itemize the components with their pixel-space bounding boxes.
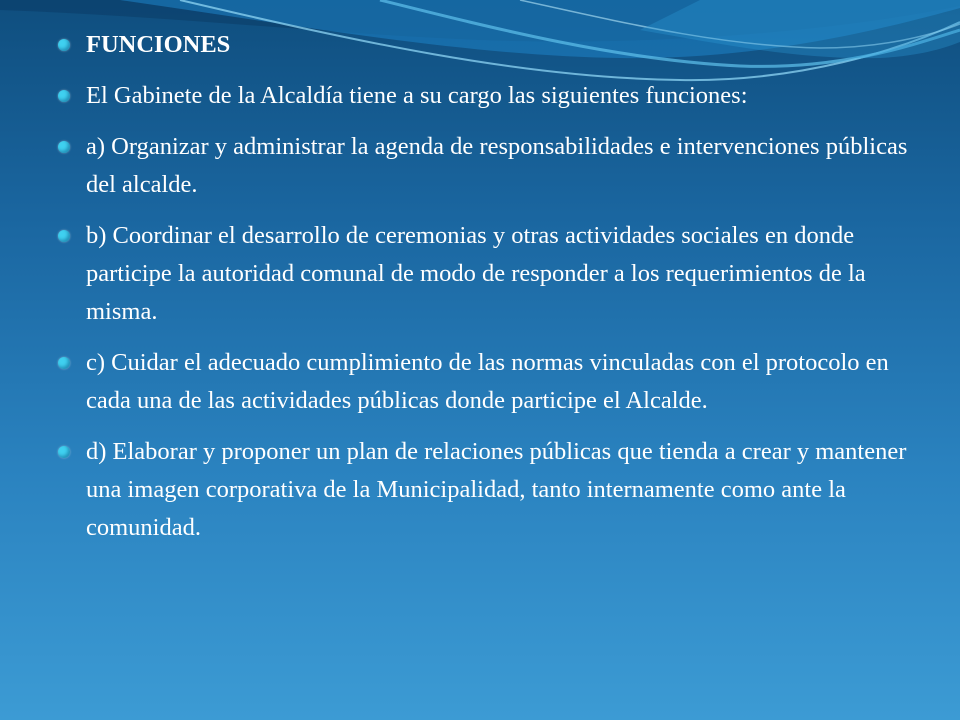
- function-c-text: c) Cuidar el adecuado cumplimiento de las normas vinculadas con el protocolo en cada una de las actividades públicas donde participe el Alcalde.: [86, 349, 889, 414]
- bullet-icon: [58, 90, 70, 102]
- function-a-text: a) Organizar y administrar la agenda de responsabilidades e intervenciones públicas del alcalde.: [86, 133, 908, 198]
- function-b-text: b) Coordinar el desarrollo de ceremonias y otras actividades sociales en donde participe la autoridad comunal de modo de responder a los requerimientos de la misma.: [86, 222, 866, 325]
- bullet-list: [56, 26, 926, 560]
- slide-heading: [56, 26, 926, 64]
- list-item: [56, 217, 926, 331]
- bullet-icon: [58, 446, 70, 458]
- bullet-icon: [58, 230, 70, 242]
- intro-text: El Gabinete de la Alcaldía tiene a su cargo las siguientes funciones:: [86, 82, 748, 109]
- list-item: [56, 344, 926, 420]
- bullet-icon: [58, 39, 70, 51]
- heading-text: FUNCIONES: [86, 31, 231, 58]
- list-item: [56, 433, 926, 547]
- list-item: [56, 77, 926, 115]
- bullet-icon: [58, 141, 70, 153]
- list-item: [56, 128, 926, 204]
- bullet-icon: [58, 357, 70, 369]
- function-d-text: d) Elaborar y proponer un plan de relaciones públicas que tienda a crear y mantener una imagen corporativa de la Municipalidad, tanto internamente como ante la comunidad.: [86, 438, 907, 541]
